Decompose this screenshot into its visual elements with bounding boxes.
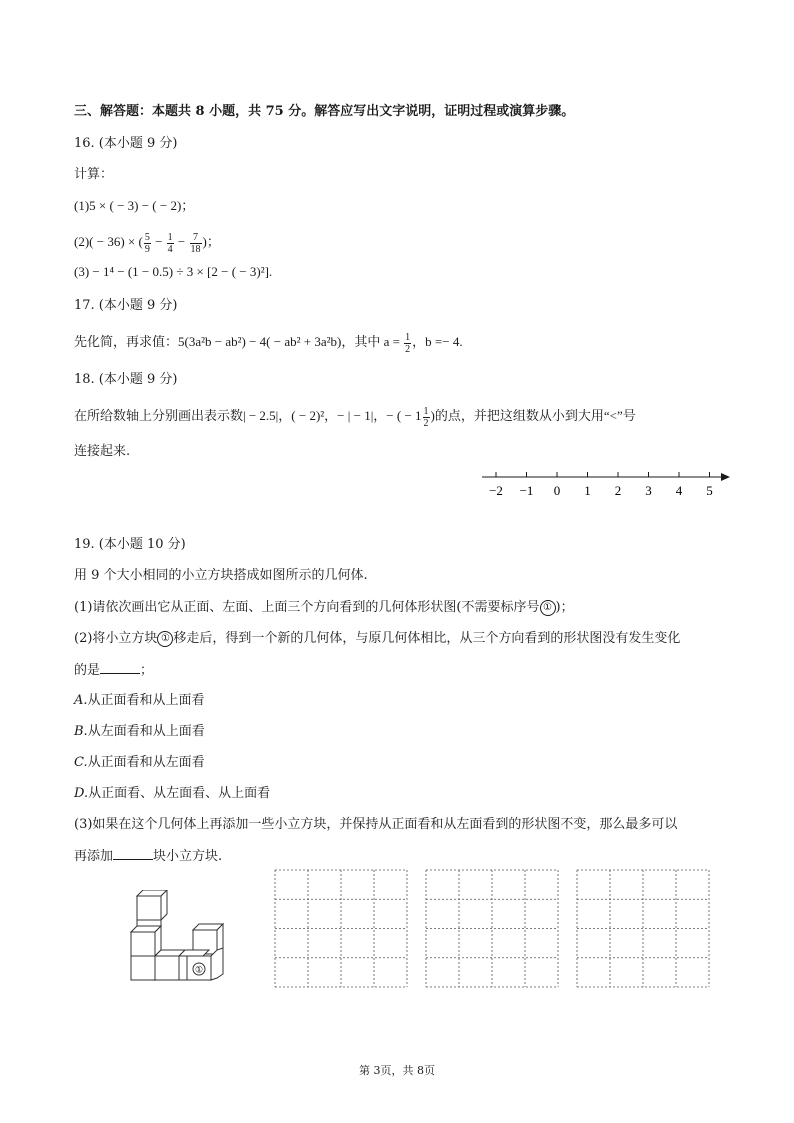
q18-line2: 连接起来. — [74, 444, 131, 459]
q19-part3: (3)如果在这个几何体上再添加一些小立方块，并保持从正面看和从左面看到的形状图不变，那么最多可以 — [74, 817, 678, 832]
cube-label: ① — [194, 964, 204, 975]
q17-text-a: 先化简，再求值：5(3a²b − ab²) − 4( − ab² + 3a²b)，其中 a = — [74, 334, 404, 349]
q19-intro: 用 9 个大小相同的小立方块搭成如图所示的几何体. — [74, 568, 368, 583]
q19-p2-line2-end: ； — [140, 663, 154, 678]
q17-text-b: ，b =− 4. — [412, 334, 463, 349]
answer-blank[interactable] — [100, 661, 140, 674]
option-d-text: 从正面看、从左面看、从上面看 — [88, 786, 271, 801]
fraction: $\frac{1}{2}$ — [405, 331, 411, 355]
fraction: $\frac{7}{18}$ — [190, 231, 201, 255]
option-c — [74, 754, 205, 772]
option-a-text: 从正面看和从上面看 — [87, 693, 205, 708]
q19-part1 — [74, 599, 574, 617]
page-footer: 第 3页，共 8页 — [359, 1064, 435, 1077]
q19-part2 — [74, 630, 680, 648]
circled-one: ① — [540, 600, 556, 616]
cube-figure — [125, 890, 240, 990]
answer-blank[interactable] — [113, 847, 153, 860]
q16-part2: (2)( − 36) × ( $\frac{5}{9}$ − $\frac{1}{4}$ − $\frac{7}{18}$ )； — [74, 231, 220, 255]
axis-tick-label: 0 — [553, 483, 561, 498]
q19-part3-line2 — [74, 847, 222, 866]
q16-p2-suffix: )； — [202, 234, 220, 249]
q19-p2-a: (2)将小立方块 — [74, 631, 158, 646]
option-d-label: D. — [74, 786, 89, 801]
axis-tick-label: 5 — [706, 483, 713, 498]
q19-p2-b: 移走后，得到一个新的几何体，与原几何体相比，从三个方向看到的形状图没有发生变化 — [173, 631, 681, 646]
q18-text-a: 在所给数轴上分别画出表示数| − 2.5|，( − 2)²，− | − 1|，− ( − 1 — [74, 408, 422, 423]
q16-title: 16. (本小题 9 分) — [74, 136, 178, 151]
option-b-label: B. — [74, 724, 88, 739]
q16-intro: 计算： — [74, 167, 114, 182]
answer-grid[interactable] — [274, 869, 408, 989]
axis-tick-label: 2 — [614, 483, 622, 498]
q19-p3-b: 块小立方块. — [153, 849, 223, 864]
q18-text — [74, 403, 636, 429]
option-b-text: 从左面看和从上面看 — [87, 724, 205, 739]
fraction: $\frac{1}{4}$ — [167, 231, 173, 255]
q16-p2-prefix: (2)( − 36) × ( — [74, 234, 143, 249]
q19-part2-line2 — [74, 661, 153, 680]
q16-part1: (1)5 × ( − 3) − ( − 2)； — [74, 198, 195, 213]
q19-p2-line2: 的是 — [74, 663, 101, 678]
circled-one: ① — [157, 631, 173, 647]
q19-title: 19. (本小题 10 分) — [74, 537, 186, 552]
option-c-text: 从正面看和从左面看 — [87, 755, 205, 770]
cube-stack — [131, 890, 223, 980]
answer-grid[interactable] — [576, 869, 710, 989]
q16-part3: (3) − 1⁴ − (1 − 0.5) ÷ 3 × [2 − ( − 3)²]. — [74, 264, 273, 279]
option-a — [74, 692, 205, 710]
arrow-right-icon — [721, 473, 730, 481]
axis-tick-label: 3 — [645, 483, 652, 498]
axis-tick-label: 4 — [675, 483, 683, 498]
q19-p1-end: )； — [555, 600, 574, 615]
option-a-label: A. — [74, 693, 88, 708]
q19-p1-text: (1)请依次画出它从正面、左面、上面三个方向看到的几何体形状图(不需要标序号 — [74, 600, 540, 615]
axis-tick-label: −2 — [489, 483, 503, 498]
answer-grid[interactable] — [425, 869, 559, 989]
axis-tick-label: 1 — [584, 483, 591, 498]
q18-title: 18. (本小题 9 分) — [74, 372, 178, 387]
q19-p3-a: 再添加 — [74, 849, 114, 864]
fraction: $\frac{1}{2}$ — [423, 405, 429, 429]
option-c-label: C. — [74, 755, 88, 770]
option-d — [74, 785, 270, 803]
axis-tick-label: −1 — [519, 483, 534, 498]
section-header: 三、解答题：本题共 8 小题，共 75 分。解答应写出文字说明，证明过程或演算步骤。 — [74, 104, 575, 119]
fraction: $\frac{5}{9}$ — [144, 231, 150, 255]
q17-text — [74, 329, 463, 355]
q18-text-b: )的点，并把这组数从小到大用“<”号 — [430, 408, 636, 423]
option-b — [74, 723, 205, 741]
q17-title: 17. (本小题 9 分) — [74, 298, 178, 313]
number-line — [478, 465, 734, 505]
